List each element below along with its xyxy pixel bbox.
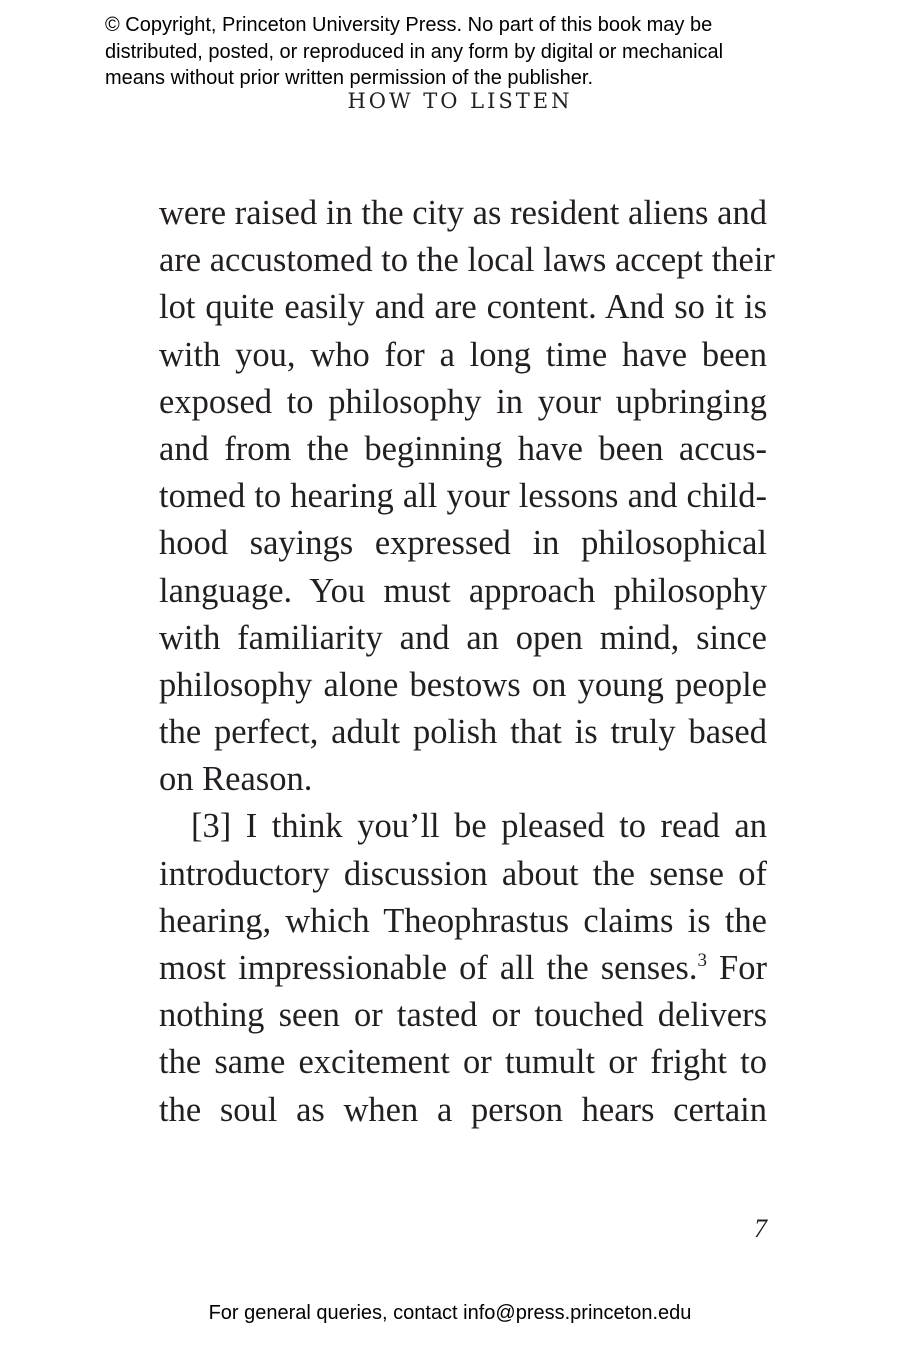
footnote-reference[interactable]: 3 xyxy=(697,950,707,971)
text-line: nothing seen or tasted or touched delivers xyxy=(159,996,767,1035)
copyright-line: © Copyright, Princeton University Press. No part of this book may be xyxy=(105,14,713,36)
footer-contact: For general queries, contact info@press.princeton.edu xyxy=(208,1302,692,1324)
text-line: the perfect, adult polish that is truly based xyxy=(159,713,767,752)
running-head: HOW TO LISTEN xyxy=(347,89,573,113)
text-line: the soul as when a person hears certain xyxy=(159,1090,767,1129)
text-fragment: For xyxy=(706,949,767,987)
text-line: on Reason. xyxy=(159,760,313,799)
text-line-with-footnote xyxy=(159,945,767,992)
text-line: with familiarity and an open mind, since xyxy=(159,618,767,657)
page-number: 7 xyxy=(754,1214,767,1243)
copyright-notice xyxy=(105,12,825,92)
text-line: hearing, which Theophrastus claims is the xyxy=(159,901,767,940)
copyright-line: means without prior written permission of the publisher. xyxy=(105,67,594,89)
text-fragment: most impressionable of all the senses. xyxy=(159,949,698,987)
text-line: language. You must approach philosophy xyxy=(159,571,767,610)
text-line: introductory discussion about the sense of xyxy=(159,854,767,893)
text-line: philosophy alone bestows on young people xyxy=(159,665,767,704)
text-line: tomed to hearing all your lessons and child- xyxy=(159,477,767,516)
text-line: were raised in the city as resident aliens and xyxy=(159,194,767,232)
text-line: are accustomed to the local laws accept their xyxy=(159,241,775,280)
body-text xyxy=(159,190,775,1134)
copyright-line: distributed, posted, or reproduced in any form by digital or mechanical xyxy=(105,40,724,63)
text-line: with you, who for a long time have been xyxy=(159,335,767,374)
text-line: lot quite easily and are content. And so it is xyxy=(159,288,767,327)
text-line: hood sayings expressed in philosophical xyxy=(159,524,767,563)
text-line: the same excitement or tumult or fright to xyxy=(159,1043,767,1082)
text-line: exposed to philosophy in your upbringing xyxy=(159,382,767,421)
text-line: and from the beginning have been accus- xyxy=(159,429,767,468)
text-line: [3] I think you’ll be pleased to read an xyxy=(191,807,767,846)
